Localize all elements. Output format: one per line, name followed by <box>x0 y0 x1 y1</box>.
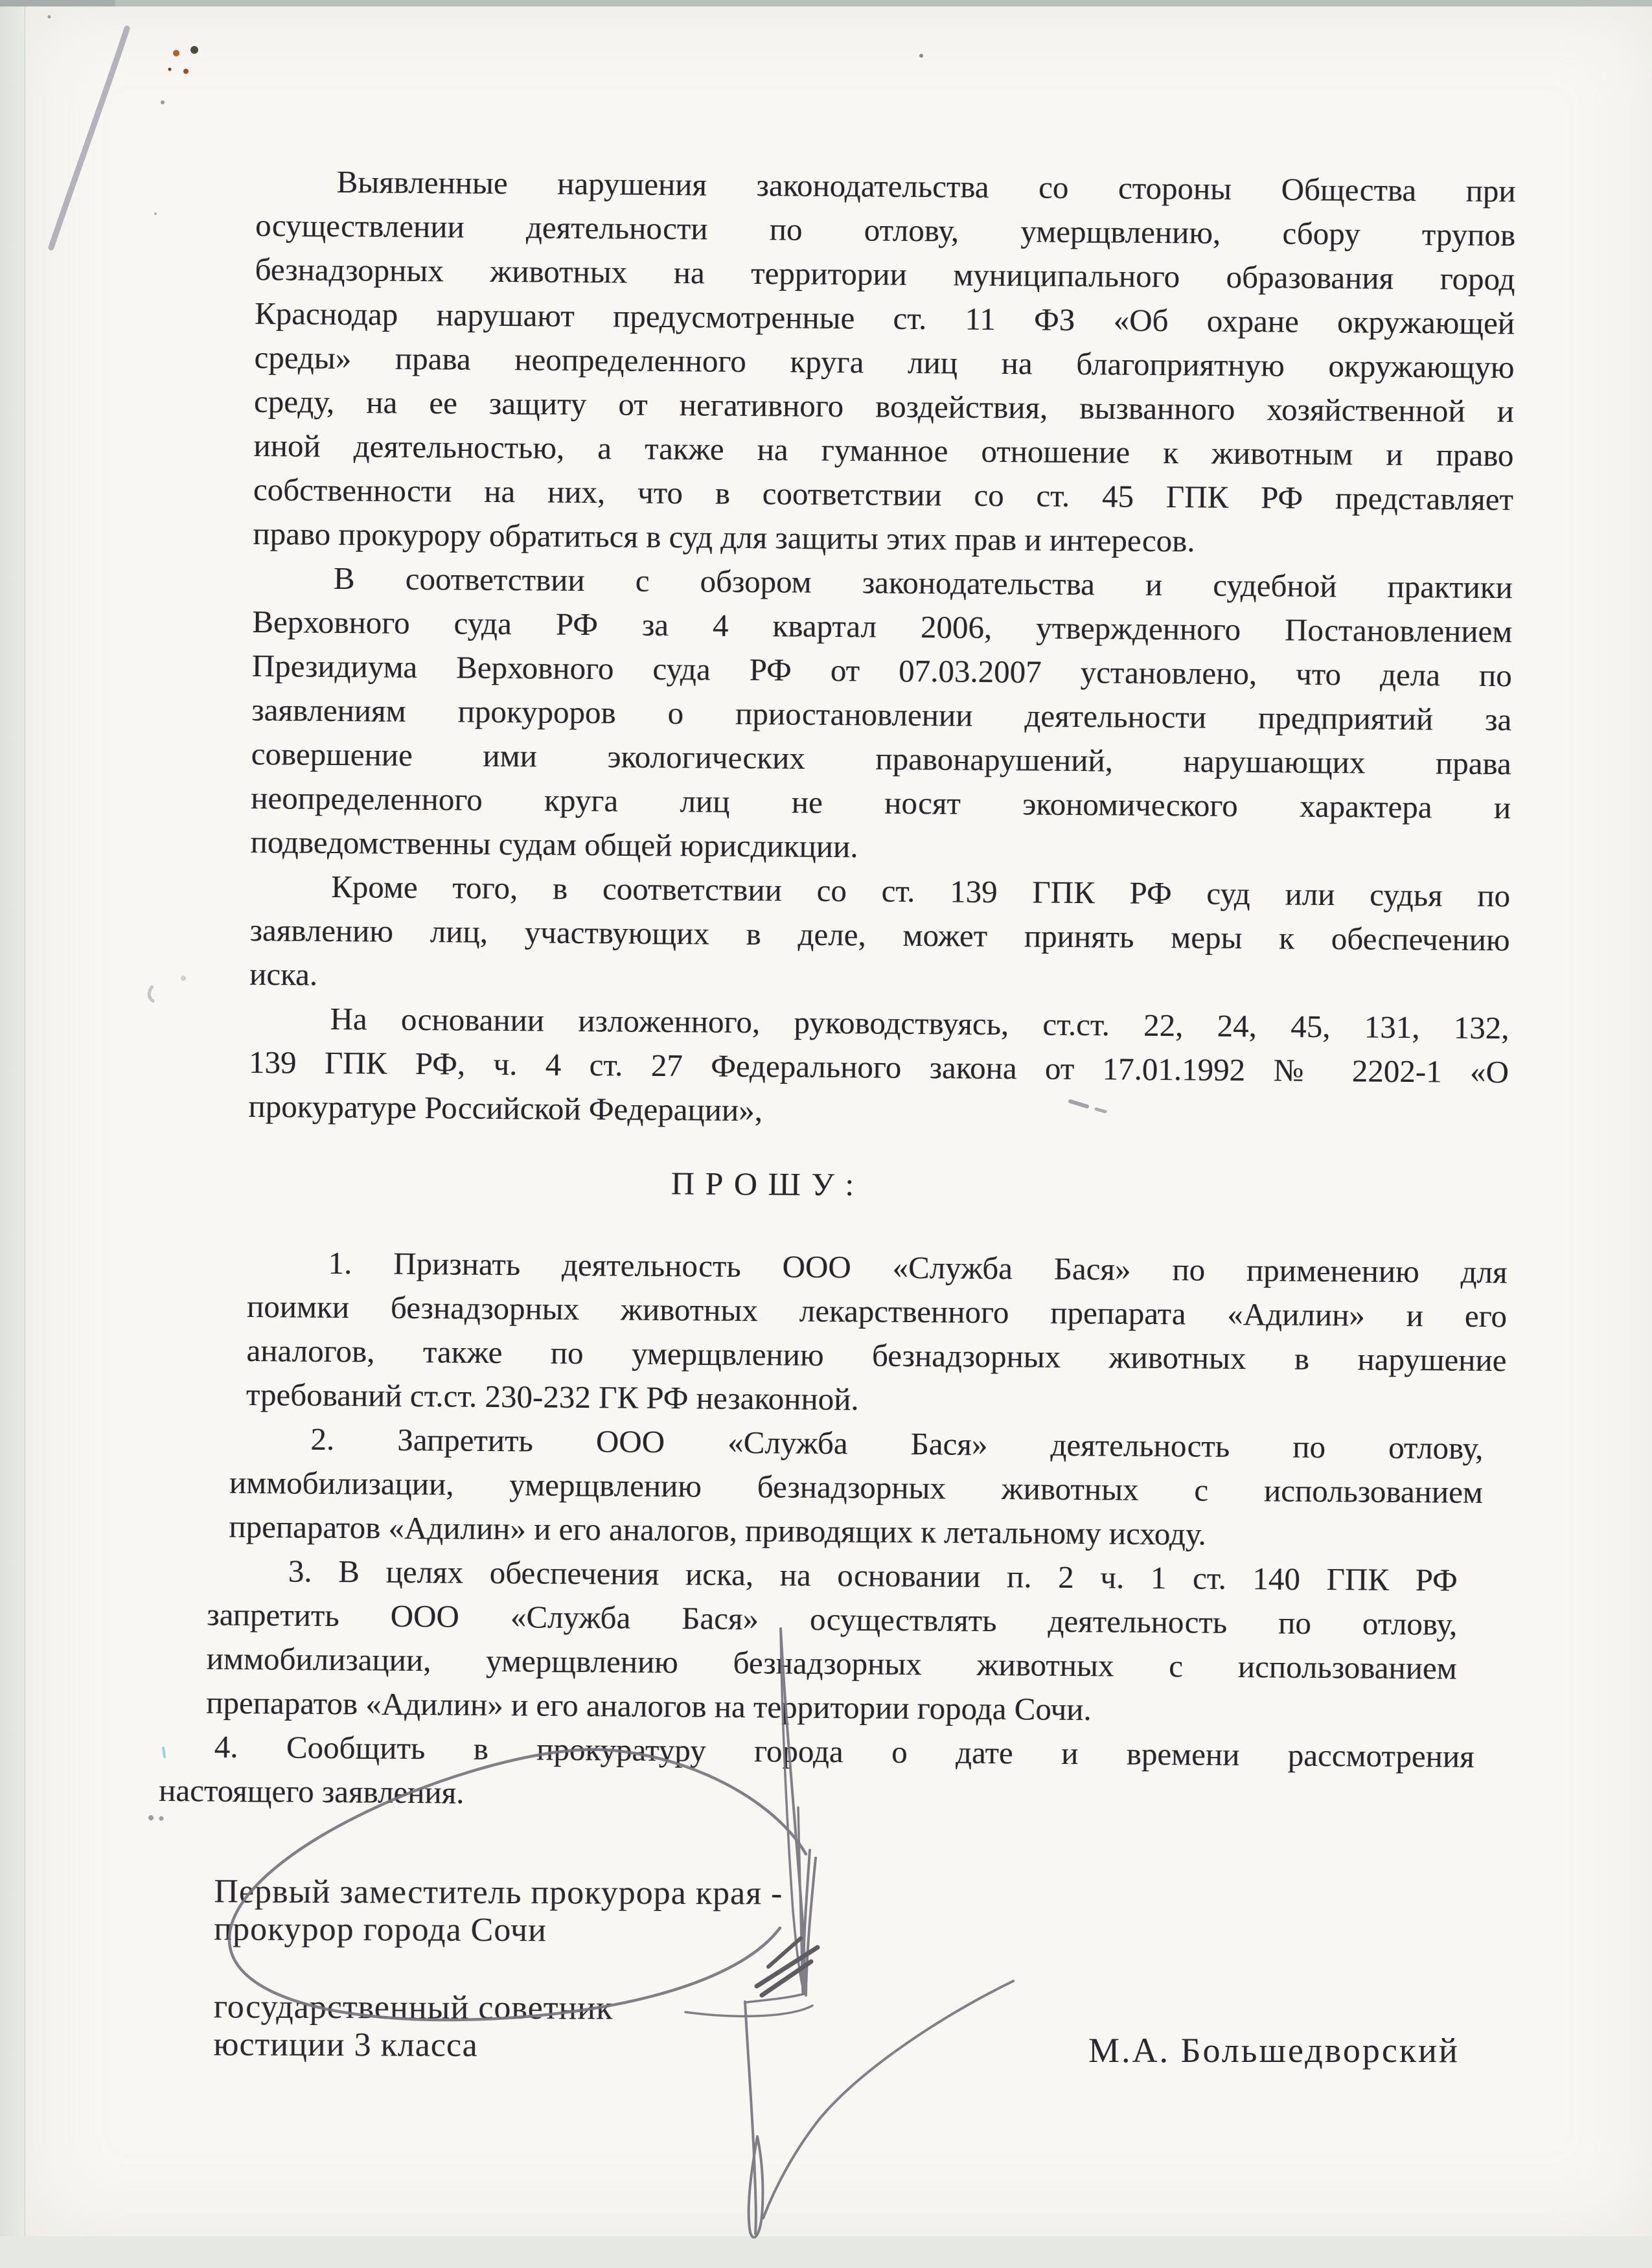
text-line: иммобилизации, умерщвлению безнадзорных животных с использованием <box>229 1464 1484 1510</box>
text-line: поимки безнадзорных животных лекарственного препарата «Адилин» и его <box>246 1288 1508 1334</box>
text-line: собственности на них, что в соответствии со ст. 45 ГПК РФ представляет <box>253 471 1514 518</box>
text-line: иммобилизации, умерщвлению безнадзорных животных с использованием <box>206 1640 1457 1686</box>
text-line: среду, на ее защиту от негативного воздействия, вызванного хозяйственной и <box>253 383 1515 430</box>
petition-items <box>159 1241 1508 1823</box>
signature-block <box>213 1873 783 2065</box>
text-line: В соответствии с обзором законодательства и судебной практики <box>333 560 1513 606</box>
signatory-rank-line: государственный советник <box>213 1988 614 2027</box>
body-paragraph-1 <box>253 159 1516 566</box>
document-text <box>159 159 1516 1823</box>
text-line: 2. Запретить ООО «Служба Бася» деятельность по отлову, <box>310 1421 1484 1466</box>
text-line: требований ст.ст. 230-232 ГК РФ незаконной. <box>246 1376 859 1417</box>
text-line: 4. Сообщить в прокуратуру города о дате и времени рассмотрения <box>214 1728 1474 1774</box>
signatory-position-line: Первый заместитель прокурора края - <box>214 1873 783 1912</box>
petition-heading: П Р О Ш У : <box>671 1165 856 1203</box>
text-line: Кроме того, в соответствии со ст. 139 ГПК РФ суд или судья по <box>330 868 1511 914</box>
signature-gap <box>214 1948 783 1990</box>
signatory-name: М.А. Большедворский <box>1088 2031 1460 2070</box>
text-line: среды» права неопределенного круга лиц на благоприятную окружающую <box>254 339 1515 385</box>
body-paragraph-3 <box>249 864 1511 1006</box>
text-line: запретить ООО «Служба Бася» осуществлять деятельность по отлову, <box>207 1596 1458 1642</box>
petition-item-4 <box>159 1724 1474 1823</box>
text-line: подведомственны судам общей юрисдикции. <box>250 823 858 865</box>
body-paragraphs <box>248 159 1516 1138</box>
text-line: Выявленные нарушения законодательства со стороны Общества при <box>336 163 1516 209</box>
text-line: прокуратуре Российской Федерации», <box>248 1088 763 1128</box>
text-line: право прокурору обратиться в суд для защиты этих прав и интересов. <box>253 515 1195 559</box>
body-paragraph-2 <box>250 556 1513 874</box>
body-paragraph-4 <box>248 996 1509 1138</box>
text-line: 1. Признать деятельность ООО «Служба Бася» по применению для <box>328 1244 1508 1290</box>
scanner-edge-bottom <box>0 2236 1652 2268</box>
text-line: Верховного суда РФ за 4 квартал 2006, утвержденного Постановлением <box>252 603 1513 650</box>
scanner-edge-top <box>0 0 1652 6</box>
text-line: осуществлении деятельности по отлову, умерщвлению, сбору трупов <box>255 207 1516 253</box>
text-line: безнадзорных животных на территории муниципального образования город <box>255 251 1515 297</box>
petition-item-1 <box>246 1241 1508 1426</box>
text-line: настоящего заявления. <box>159 1772 465 1811</box>
scanner-edge-left <box>0 6 25 2238</box>
text-line: Краснодар нарушают предусмотренные ст. 11 ФЗ «Об охране окружающей <box>254 295 1515 341</box>
text-line: заявлению лиц, участвующих в деле, может принять меры к обеспечению <box>249 911 1510 958</box>
signatory-rank-line: юстиции 3 класса <box>213 2026 478 2064</box>
text-line: 3. В целях обеспечения иска, на основании п. 2 ч. 1 ст. 140 ГПК РФ <box>288 1553 1458 1598</box>
text-line: аналогов, также по умерщвлению безнадзорных животных в нарушение <box>246 1332 1507 1379</box>
text-line: совершение ими экологических правонарушений, нарушающих права <box>251 735 1511 782</box>
text-line: 139 ГПК РФ, ч. 4 ст. 27 Федерального закона от 17.01.1992 № 2202-1 «О <box>248 1044 1509 1090</box>
petition-item-2 <box>229 1417 1484 1559</box>
text-line: заявлениям прокуроров о приостановлении деятельности предприятий за <box>251 691 1512 738</box>
text-line: препаратов «Адилин» и его аналогов на территории города Сочи. <box>206 1684 1092 1728</box>
text-line: Президиума Верховного суда РФ от 07.03.2007 установлено, что дела по <box>251 647 1513 694</box>
text-line: иной деятельностью, а также на гуманное отношение к животным и право <box>253 427 1514 474</box>
text-line: неопределенного круга лиц не носят экономического характера и <box>251 779 1511 826</box>
petition-item-3 <box>206 1548 1458 1734</box>
text-line: На основании изложенного, руководствуясь, ст.ст. 22, 24, 45, 131, 132, <box>330 1000 1509 1046</box>
text-line: иска. <box>249 956 318 992</box>
signatory-position-line: прокурор города Сочи <box>214 1910 547 1949</box>
text-line: препаратов «Адилин» и его аналогов, приводящих к летальному исходу. <box>229 1508 1206 1552</box>
